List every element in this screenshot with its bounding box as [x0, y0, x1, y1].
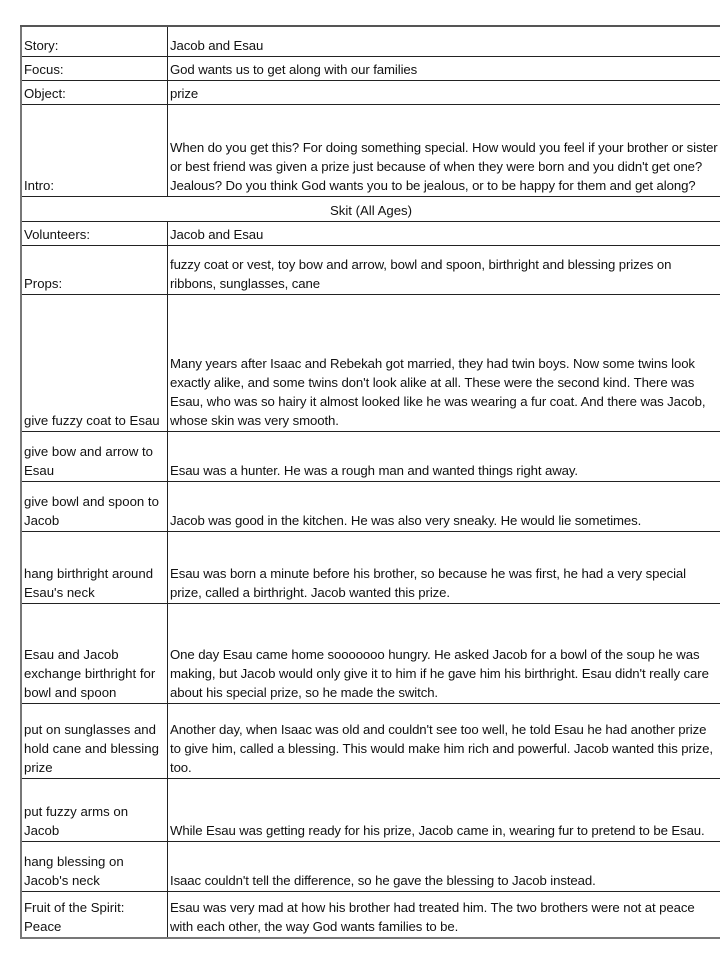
- skit-step-row: [21, 481, 720, 531]
- skit-step-action: give fuzzy coat to Esau: [21, 294, 168, 431]
- skit-step-action: give bowl and spoon to Jacob: [21, 481, 168, 531]
- props-value: fuzzy coat or vest, toy bow and arrow, bowl and spoon, birthright and blessing prizes on ribbons, sunglasses, cane: [168, 245, 720, 294]
- skit-step-narration: While Esau was getting ready for his prize, Jacob came in, wearing fur to pretend to be Esau.: [168, 778, 720, 841]
- skit-step-action: Esau and Jacob exchange birthright for bowl and spoon: [21, 603, 168, 703]
- skit-step-narration: One day Esau came home sooooooo hungry. He asked Jacob for a bowl of the soup he was making, but Jacob would only give it to him if he gave him his birthright. Esau didn't really care about his special prize, so he made the switch.: [168, 603, 720, 703]
- skit-step-action: put fuzzy arms on Jacob: [21, 778, 168, 841]
- section-title: Skit (All Ages): [21, 196, 720, 221]
- object-label: Object:: [21, 80, 168, 104]
- skit-step-row: [21, 431, 720, 481]
- skit-step-action: hang birthright around Esau's neck: [21, 531, 168, 603]
- skit-step-narration: Another day, when Isaac was old and couldn't see too well, he told Esau he had another prize to give him, called a blessing. This would make him rich and powerful. Jacob wanted this prize, too.: [168, 703, 720, 778]
- intro-label: Intro:: [21, 104, 168, 196]
- volunteers-value: Jacob and Esau: [168, 221, 720, 245]
- skit-step-narration: Esau was born a minute before his brother, so because he was first, he had a very special prize, called a birthright. Jacob wanted this prize.: [168, 531, 720, 603]
- row-intro: [21, 104, 720, 196]
- row-props: [21, 245, 720, 294]
- skit-step-narration: Isaac couldn't tell the difference, so he gave the blessing to Jacob instead.: [168, 841, 720, 891]
- skit-step-action: give bow and arrow to Esau: [21, 431, 168, 481]
- skit-step-row: [21, 531, 720, 603]
- skit-step-row: [21, 891, 720, 938]
- skit-step-narration: Many years after Isaac and Rebekah got married, they had twin boys. Now some twins look exactly alike, and some twins don't look alike at all. These were the second kind. There was Esau, who was so hairy it almost looked like he was wearing a fur coat. And there was Jacob, whose skin was very smooth.: [168, 294, 720, 431]
- skit-step-row: [21, 294, 720, 431]
- row-section-title: [21, 196, 720, 221]
- skit-step-action: Fruit of the Spirit: Peace: [21, 891, 168, 938]
- story-value: Jacob and Esau: [168, 26, 720, 56]
- intro-value: When do you get this? For doing something special. How would you feel if your brother or sister or best friend was given a prize just because of when they were born and you didn't get one? Jealous? Do you think God wants you to be jealous, or to be happy for them and get along?: [168, 104, 720, 196]
- row-object: [21, 80, 720, 104]
- object-value: prize: [168, 80, 720, 104]
- row-story: [21, 26, 720, 56]
- skit-step-narration: Jacob was good in the kitchen. He was also very sneaky. He would lie sometimes.: [168, 481, 720, 531]
- skit-step-row: [21, 841, 720, 891]
- row-volunteers: [21, 221, 720, 245]
- volunteers-label: Volunteers:: [21, 221, 168, 245]
- lesson-table: [20, 25, 720, 939]
- skit-step-row: [21, 603, 720, 703]
- skit-step-narration: Esau was a hunter. He was a rough man and wanted things right away.: [168, 431, 720, 481]
- row-focus: [21, 56, 720, 80]
- skit-step-row: [21, 703, 720, 778]
- skit-step-action: put on sunglasses and hold cane and blessing prize: [21, 703, 168, 778]
- story-label: Story:: [21, 26, 168, 56]
- skit-step-row: [21, 778, 720, 841]
- skit-step-action: hang blessing on Jacob's neck: [21, 841, 168, 891]
- focus-label: Focus:: [21, 56, 168, 80]
- focus-value: God wants us to get along with our families: [168, 56, 720, 80]
- props-label: Props:: [21, 245, 168, 294]
- skit-step-narration: Esau was very mad at how his brother had treated him. The two brothers were not at peace with each other, the way God wants families to be.: [168, 891, 720, 938]
